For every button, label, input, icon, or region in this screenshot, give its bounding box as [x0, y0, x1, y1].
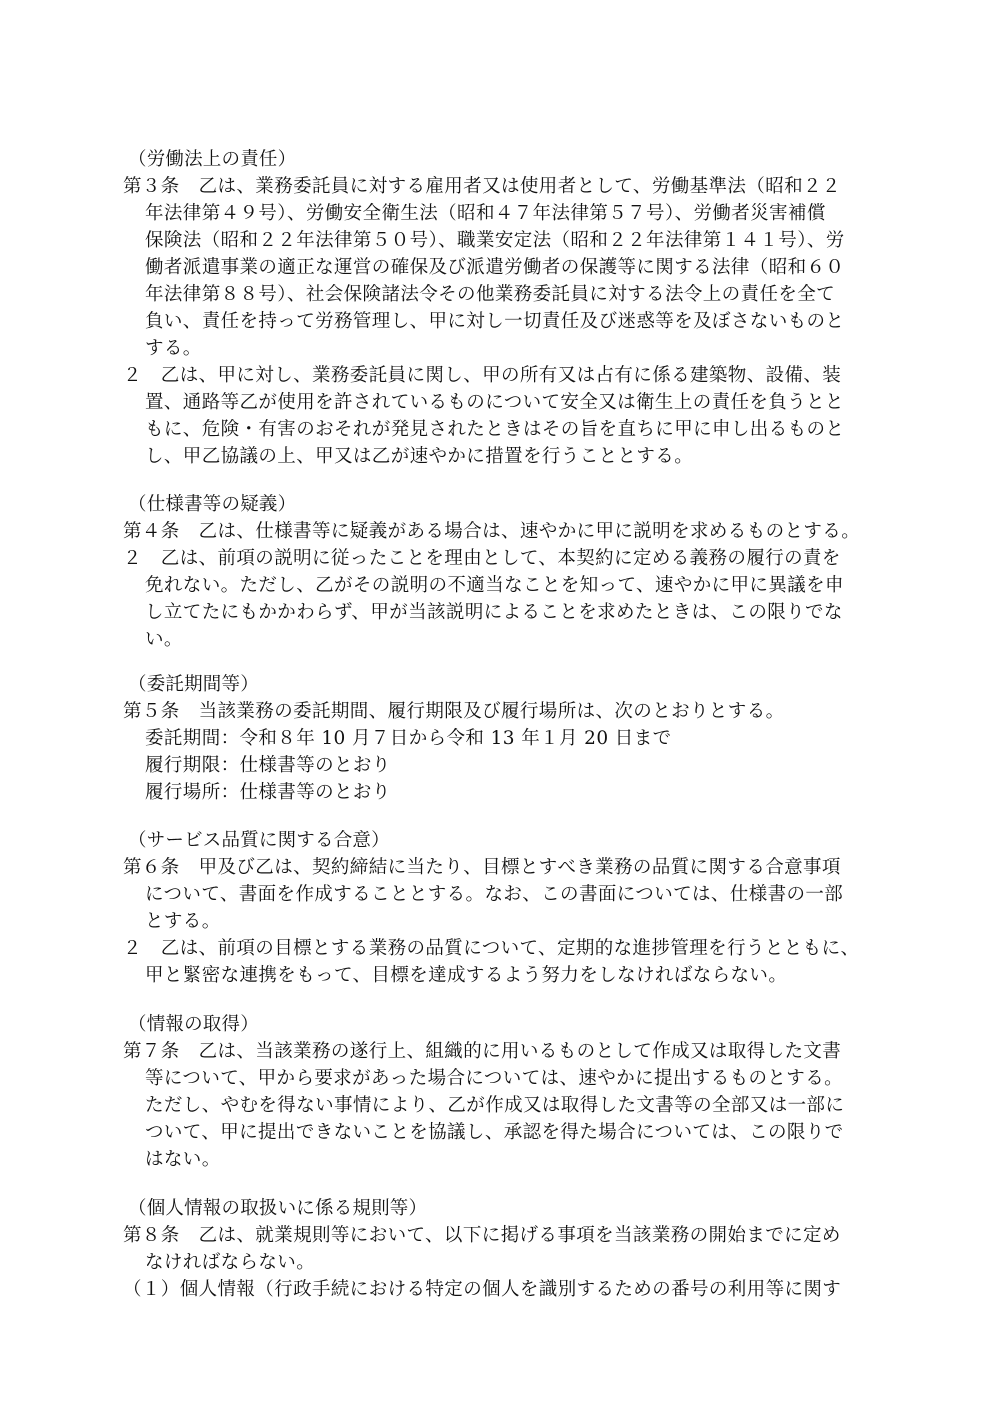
article-4-line: 第４条 乙は、仕様書等に疑義がある場合は、速やかに甲に説明を求めるものとする。	[123, 521, 861, 542]
article-4-paragraph-2-line: 免れない。ただし、乙がその説明の不適当なことを知って、速やかに甲に異議を申	[145, 575, 844, 596]
article-6-paragraph-2-line: ２ 乙は、前項の目標とする業務の品質について、定期的な進捗管理を行うとともに、	[123, 938, 860, 959]
article-4-heading: （仕様書等の疑義）	[128, 494, 297, 515]
article-3-line: 働者派遣事業の適正な運営の確保及び派遣労働者の保護等に関する法律（昭和６０	[145, 257, 845, 278]
performance-location: 履行場所：仕様書等のとおり	[145, 782, 391, 803]
article-6-line: 第６条 甲及び乙は、契約締結に当たり、目標とすべき業務の品質に関する合意事項	[123, 857, 841, 878]
article-8-line: 第８条 乙は、就業規則等において、以下に掲げる事項を当該業務の開始までに定め	[123, 1225, 841, 1246]
article-7-line: ついて、甲に提出できないことを協議し、承認を得た場合については、この限りで	[145, 1122, 844, 1143]
article-3-paragraph-2-line: 置、通路等乙が使用を許されているものについて安全又は衛生上の責任を負うとと	[145, 392, 844, 413]
article-4-paragraph-2-line: し立てたにもかかわらず、甲が当該説明によることを求めたときは、この限りでな	[145, 602, 843, 623]
contract-period: 委託期間：令和８年 10 月７日から令和 13 年１月 20 日まで	[145, 728, 672, 749]
article-3-line: 第３条 乙は、業務委託員に対する雇用者又は使用者として、労働基準法（昭和２２	[123, 176, 841, 197]
article-3-paragraph-2-line: ２ 乙は、甲に対し、業務委託員に関し、甲の所有又は占有に係る建築物、設備、装	[123, 365, 842, 386]
article-7-heading: （情報の取得）	[128, 1014, 259, 1035]
article-7-line: ただし、やむを得ない事情により、乙が作成又は取得した文書等の全部又は一部に	[145, 1095, 845, 1116]
article-3-line: 保険法（昭和２２年法律第５０号）、職業安定法（昭和２２年法律第１４１号）、労	[145, 230, 845, 251]
article-3-line: 負い、責任を持って労務管理し、甲に対し一切責任及び迷惑等を及ぼさないものと	[145, 311, 845, 332]
article-7-line: 等について、甲から要求があった場合については、速やかに提出するものとする。	[145, 1068, 844, 1089]
article-7-line: はない。	[145, 1149, 221, 1170]
article-3-paragraph-2-line: もに、危険・有害のおそれが発見されたときはその旨を直ちに甲に申し出るものと	[145, 419, 845, 440]
article-3-paragraph-2-line: し、甲乙協議の上、甲又は乙が速やかに措置を行うこととする。	[145, 446, 694, 467]
article-8-item-1-line: （１）個人情報（行政手続における特定の個人を識別するための番号の利用等に関す	[123, 1279, 842, 1300]
article-4-paragraph-2-line: い。	[145, 629, 183, 650]
article-7-line: 第７条 乙は、当該業務の遂行上、組織的に用いるものとして作成又は取得した文書	[123, 1041, 842, 1062]
article-3-heading: （労働法上の責任）	[128, 149, 297, 170]
article-6-paragraph-2-line: 甲と緊密な連携をもって、目標を達成するよう努力をしなければならない。	[145, 965, 788, 986]
article-3-line: 年法律第８８号）、社会保険諸法令その他業務委託員に対する法令上の責任を全て	[145, 284, 836, 305]
article-8-heading: （個人情報の取扱いに係る規則等）	[128, 1198, 428, 1219]
article-6-line: とする。	[145, 911, 221, 932]
performance-deadline: 履行期限：仕様書等のとおり	[145, 755, 391, 776]
article-3-line: する。	[145, 338, 202, 359]
article-5-heading: （委託期間等）	[128, 674, 259, 695]
article-3-line: 年法律第４９号）、労働安全衛生法（昭和４７年法律第５７号）、労働者災害補償	[145, 203, 826, 224]
article-5-line: 第５条 当該業務の委託期間、履行期限及び履行場所は、次のとおりとする。	[123, 701, 785, 722]
article-4-paragraph-2-line: ２ 乙は、前項の説明に従ったことを理由として、本契約に定める義務の履行の責を	[123, 548, 841, 569]
article-8-line: なければならない。	[145, 1252, 316, 1273]
article-6-line: について、書面を作成することとする。なお、この書面については、仕様書の一部	[145, 884, 844, 905]
article-6-heading: （サービス品質に関する合意）	[128, 830, 390, 851]
